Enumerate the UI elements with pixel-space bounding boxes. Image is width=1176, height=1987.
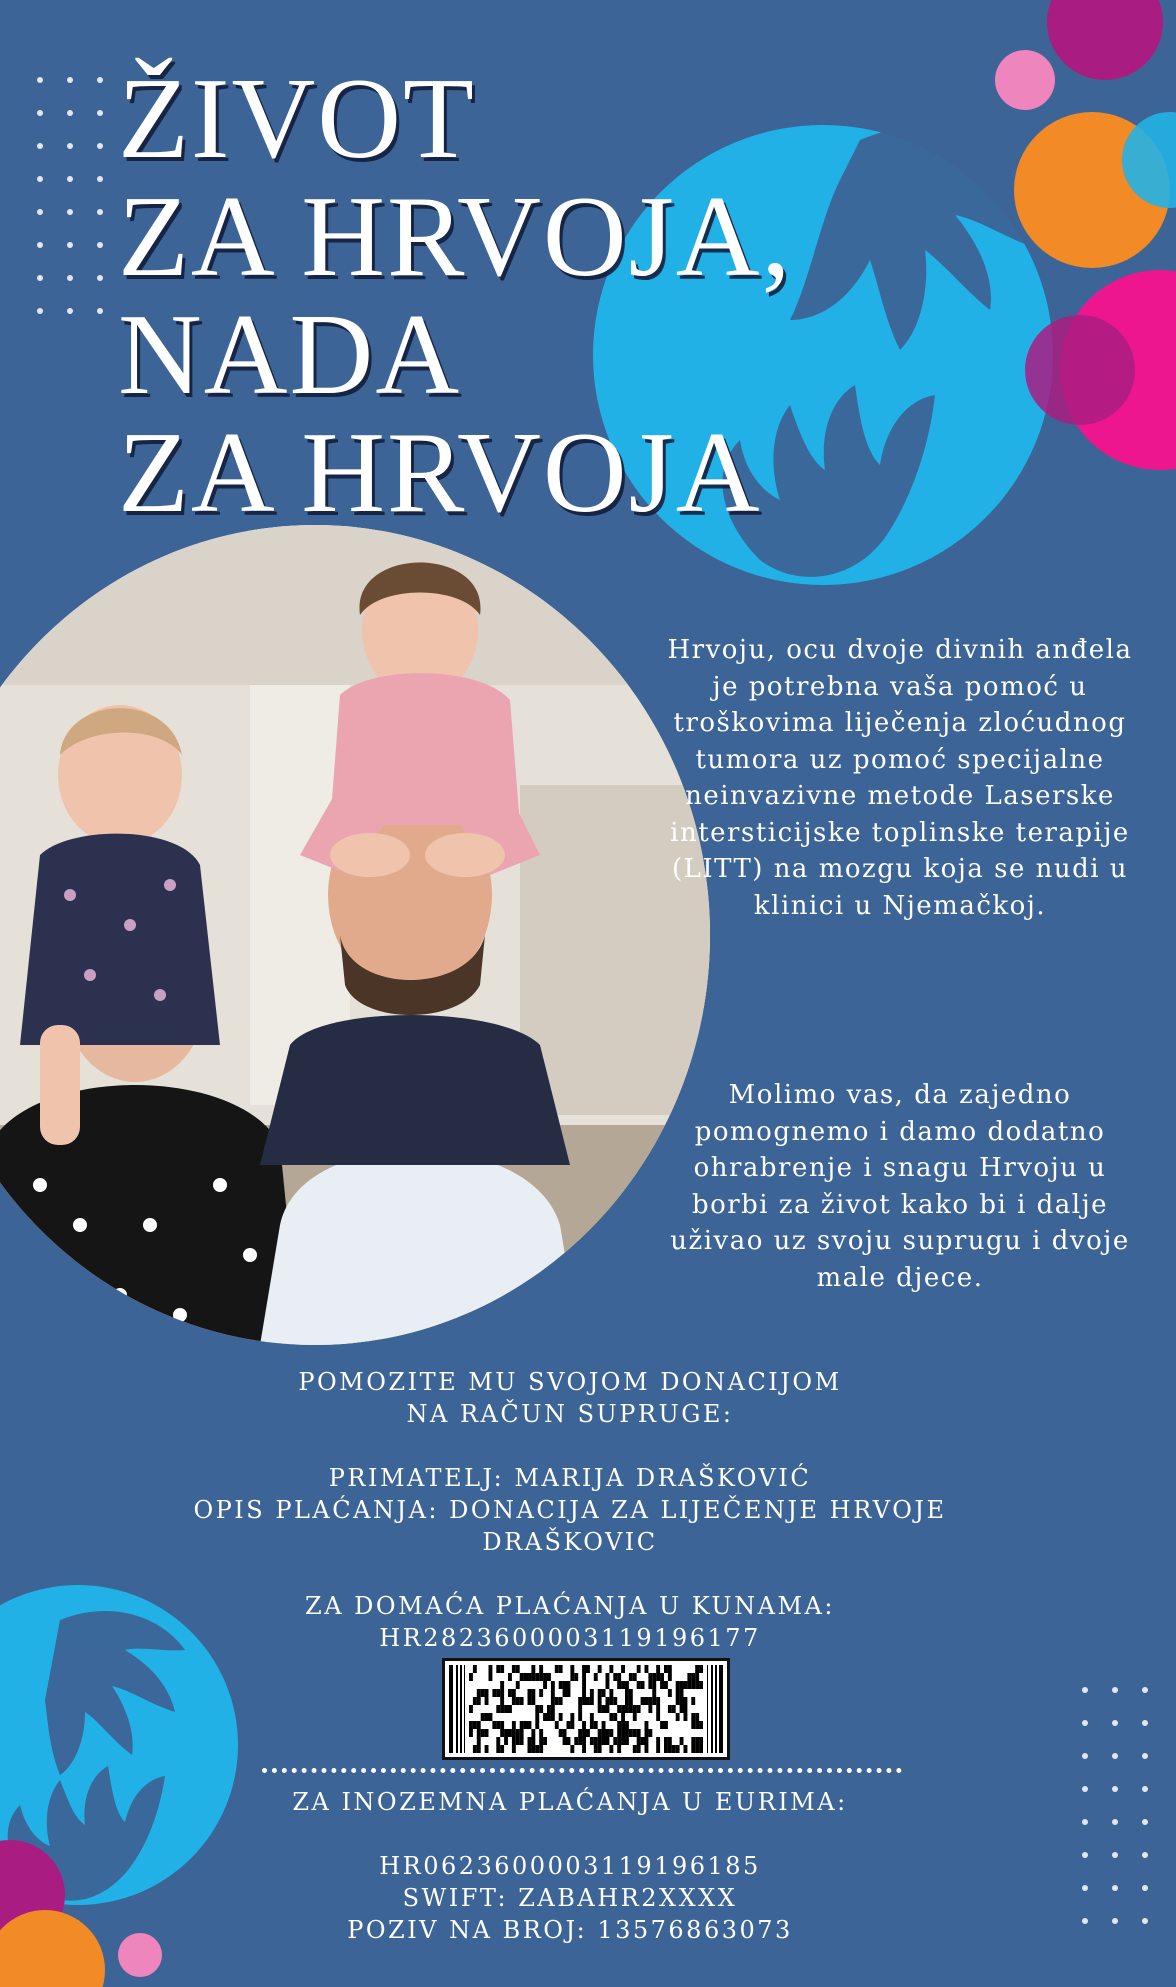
payment-description-text: OPIS PLAĆANJA: DONACIJA ZA LIJEČENJE HRVOJE DRAŠKOVIC xyxy=(193,1496,947,1556)
dotted-divider xyxy=(262,1768,902,1773)
swift-code: SWIFT: ZABAHR2XXXX xyxy=(402,1884,738,1912)
recipient-text: PRIMATELJ: MARIJA DRAŠKOVIĆ xyxy=(328,1464,812,1492)
dot-grid-bottom-right xyxy=(1082,1687,1148,1924)
payment-reference: POZIV NA BROJ: 13576863073 xyxy=(347,1916,793,1944)
domestic-payment-label: ZA DOMAĆA PLAĆANJA U KUNAMA: xyxy=(305,1592,835,1620)
intro-paragraph-1: Hrvoju, ocu dvoje divnih anđela je potrebna vaša pomoć u troškovima liječenja zloćudnog tumora uz pomoć specijalne neinvazivne metode Laserske intersticijske toplinske terapije (LITT) na mozgu koja se nudi u klinici u Njemačkoj. xyxy=(667,635,1133,921)
barcode-pattern xyxy=(449,1665,723,1753)
title-line-1: ŽIVOT xyxy=(118,55,476,183)
title-line-3: NADA xyxy=(118,291,462,419)
dot-grid-top-left xyxy=(37,77,103,314)
title-line-4: ZA HRVOJA xyxy=(118,409,762,537)
deco-circle-purple xyxy=(1047,0,1163,80)
barcode-icon xyxy=(442,1658,730,1760)
title-line-2: ZA HRVOJA, xyxy=(118,173,793,301)
intro-paragraph-2: Molimo vas, da zajedno pomognemo i damo dodatno ohrabrenje i snagu Hrvoju u borbi za život kako bi i dalje uživao uz svoju suprugu i dvoje male djece. xyxy=(670,1080,1130,1293)
donation-call-line-1: POMOZITE MU SVOJOM DONACIJOM xyxy=(298,1368,842,1396)
domestic-iban: HR2823600003119196177 xyxy=(379,1624,761,1652)
deco-circle-pink xyxy=(995,50,1055,110)
donation-call-line-2: NA RAČUN SUPRUGE: xyxy=(406,1400,734,1428)
poster-title xyxy=(118,55,878,537)
foreign-iban: HR0623600003119196185 xyxy=(379,1852,761,1880)
foreign-payment-label: ZA INOZEMNA PLAĆANJA U EURIMA: xyxy=(292,1788,848,1816)
